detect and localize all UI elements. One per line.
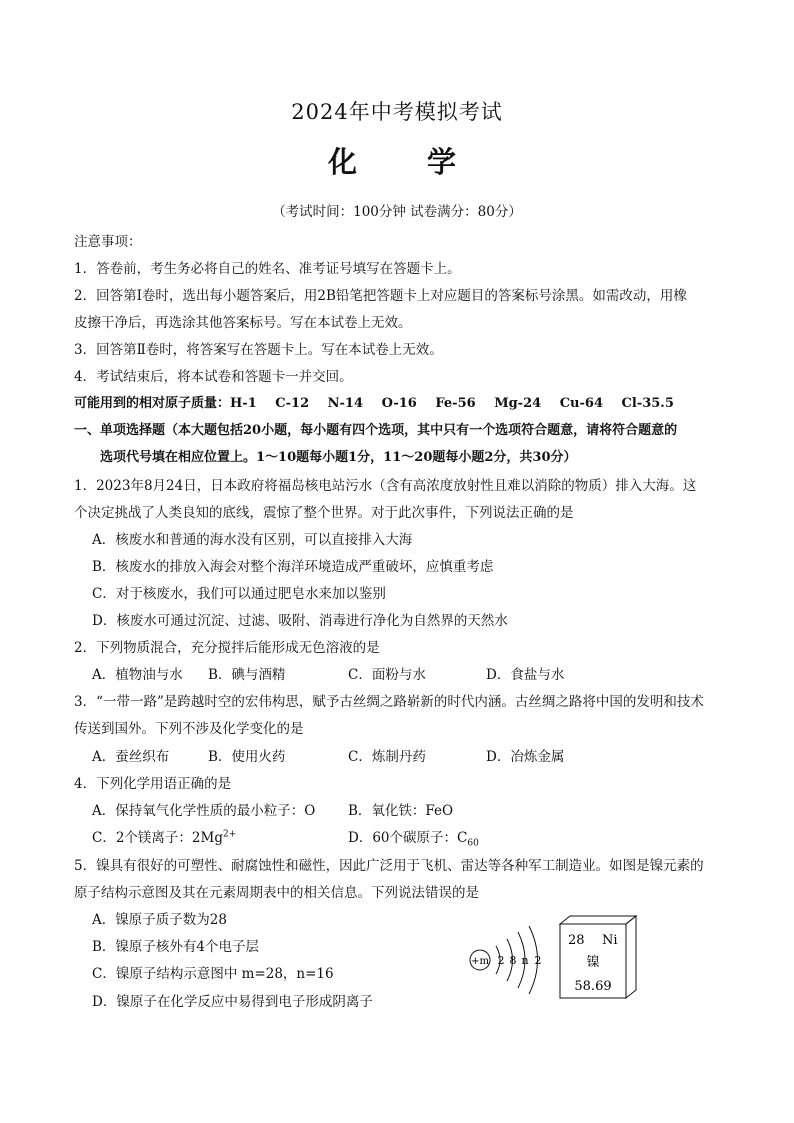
q5-option-d: D．镍原子在化学反应中易得到电子形成阴离子 xyxy=(92,994,373,1010)
notice-item: 4．考试结束后，将本试卷和答题卡一并交回。 xyxy=(74,369,353,385)
notice-item: 皮擦干净后，再选涂其他答案标号。写在本试卷上无效。 xyxy=(74,315,412,331)
shell-electron-count: n xyxy=(521,954,529,967)
atomic-mass: Cl-35.5 xyxy=(621,396,674,411)
atomic-mass: O-16 xyxy=(381,396,417,411)
q4-option-b: B．氧化铁：FeO xyxy=(348,803,454,819)
q5-stem: 5．镍具有很好的可塑性、耐腐蚀性和磁性，因此广泛用于飞机、雷达等各种军工制造业。如图是镍元素的 xyxy=(74,858,704,874)
subject-title: 化 学 xyxy=(327,145,487,179)
cell-side-face xyxy=(626,916,636,998)
q1-option-d: D．核废水可通过沉淀、过滤、吸附、消毒进行净化为自然界的天然水 xyxy=(92,613,508,629)
atomic-masses-label: 可能用到的相对原子质量： xyxy=(74,396,231,411)
notice-item: 3．回答第Ⅱ卷时，将答案写在答题卡上。写在本试卷上无效。 xyxy=(74,342,443,358)
atomic-mass: Cu-64 xyxy=(559,396,603,411)
atomic-mass: Fe-56 xyxy=(435,396,476,411)
q2-option-a: A．植物油与水 xyxy=(92,667,183,683)
exam-time-info: （考试时间：100分钟 试卷满分：80分） xyxy=(272,204,522,220)
nucleus-label: +m xyxy=(471,956,489,967)
q3-option-a: A．蚕丝织布 xyxy=(92,749,170,765)
q4-option-c: C．2个镁离子：$2Mg^{2+}$ xyxy=(92,829,237,846)
q3-option-d: D．冶炼金属 xyxy=(486,749,565,765)
shell-electron-count: 2 xyxy=(497,954,505,967)
notice-item: 2．回答第Ⅰ卷时，选出每小题答案后，用2B铅笔把答题卡上对应题目的答案标号涂黑。如需改动，用橡 xyxy=(74,288,687,304)
notice-heading: 注意事项： xyxy=(74,234,142,250)
atomic-mass: H-1 xyxy=(230,396,257,411)
q3-stem-cont: 传送到国外。下列不涉及化学变化的是 xyxy=(74,721,304,737)
q3-option-b: B．使用火药 xyxy=(208,749,286,765)
q1-stem: 1．2023年8月24日，日本政府将福岛核电站污水（含有高浓度放射性且难以消除的物质）排入大海。这 xyxy=(74,478,697,494)
section-heading: 一、单项选择题（本大题包括20小题，每小题有四个选项，其中只有一个选项符合题意，请将符合题意的 xyxy=(74,423,678,438)
exam-title: 2024年中考模拟考试 xyxy=(291,100,503,124)
atomic-mass: N-14 xyxy=(327,396,364,411)
q4-options-row1 xyxy=(92,799,454,819)
q2-option-d: D．食盐与水 xyxy=(486,667,565,683)
notice-item: 1．答卷前，考生务必将自己的姓名、准考证号填写在答题卡上。 xyxy=(74,261,461,277)
shell-electron-count: 8 xyxy=(509,954,517,967)
atomic-mass: C-12 xyxy=(275,396,310,411)
nickel-periodic-cell xyxy=(558,914,638,1000)
q3-options xyxy=(92,745,565,765)
atomic-mass: Mg-24 xyxy=(494,396,542,411)
q5-option-a: A．镍原子质子数为28 xyxy=(92,912,227,928)
q1-stem-cont: 个决定挑战了人类良知的底线，震惊了整个世界。对于此次事件，下列说法正确的是 xyxy=(74,505,574,521)
q4-option-a: A．保持氧气化学性质的最小粒子：O xyxy=(92,803,316,819)
q5-option-c: C．镍原子结构示意图中 m=28，n=16 xyxy=(92,966,334,982)
element-name: 镍 xyxy=(586,955,600,970)
q2-option-c: C．面粉与水 xyxy=(348,667,426,683)
section-heading-cont: 选项代号填在相应位置上。1～10题每小题1分，11～20题每小题2分，共30分） xyxy=(100,450,577,465)
q3-option-c: C．炼制丹药 xyxy=(348,749,426,765)
q2-options xyxy=(92,663,565,683)
atomic-mass-value: 58.69 xyxy=(574,979,612,994)
q1-option-a: A．核废水和普通的海水没有区别，可以直接排入大海 xyxy=(92,532,413,548)
q4-options-row2 xyxy=(92,826,479,849)
q1-option-c: C．对于核废水，我们可以通过肥皂水来加以鉴别 xyxy=(92,586,386,602)
q5-option-b: B．镍原子核外有4个电子层 xyxy=(92,939,260,955)
atomic-masses xyxy=(74,392,674,411)
q1-option-b: B．核废水的排放入海会对整个海洋环境造成严重破坏，应慎重考虑 xyxy=(92,559,494,575)
shell-electron-count: 2 xyxy=(534,954,542,967)
q5-stem-cont: 原子结构示意图及其在元素周期表中的相关信息。下列说法错误的是 xyxy=(74,885,479,901)
q3-stem: 3．“一带一路”是跨越时空的宏伟构思，赋予古丝绸之路崭新的时代内涵。古丝绸之路将中国的发明和技术 xyxy=(74,694,704,710)
q4-stem: 4．下列化学用语正确的是 xyxy=(74,776,232,792)
cell-top-face xyxy=(560,916,636,924)
nickel-atom-structure-diagram xyxy=(462,922,572,998)
q2-option-b: B．碘与酒精 xyxy=(208,667,286,683)
q2-stem: 2．下列物质混合，充分搅拌后能形成无色溶液的是 xyxy=(74,640,380,656)
element-symbol: Ni xyxy=(602,933,618,948)
atomic-number: 28 xyxy=(568,933,585,948)
q4-option-d: D．60个碳原子：$C_{60}$ xyxy=(348,830,479,849)
